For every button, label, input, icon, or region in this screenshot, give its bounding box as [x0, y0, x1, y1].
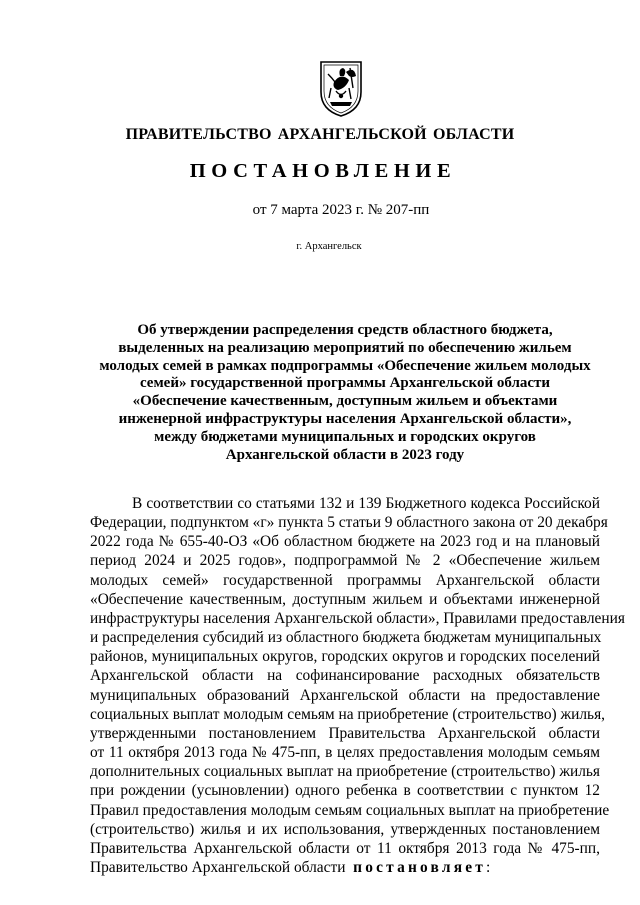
title-line: Архангельской области в 2023 году: [225, 446, 465, 463]
document-title: [90, 322, 600, 464]
body-line: социальных выплат молодым семьям на приобретение (строительство) жилья,: [90, 705, 605, 723]
body-line: период 2024 и 2025 годов», подпрограммой № 2 «Обеспечение жильем: [90, 552, 600, 570]
document-type: ПОСТАНОВЛЕНИЕ: [189, 160, 457, 182]
title-line: молодых семей в рамках подпрограммы «Обеспечение жильем молодых: [99, 357, 591, 374]
title-line: между бюджетами муниципальных и городских округов: [154, 428, 536, 445]
body-line: муниципальных образований Архангельской области на предоставление: [90, 686, 600, 704]
body-line: и распределения субсидий из областного бюджета бюджетам муниципальных: [90, 629, 602, 647]
body-line: дополнительных социальных выплат на приобретение (строительство) жилья: [90, 763, 600, 781]
body-line: при рождении (усыновлении) одного ребенка в соответствии с пунктом 12: [90, 782, 600, 800]
body-line: В соответствии со статьями 132 и 139 Бюджетного кодекса Российской: [132, 495, 600, 512]
body-line: (строительство) жилья и их использования, утвержденных постановлением: [90, 820, 600, 838]
coat-of-arms-emblem: [316, 58, 366, 118]
title-line: «Обеспечение качественным, доступным жильем и объектами: [132, 393, 558, 410]
body-last-line-suffix: :: [486, 858, 491, 876]
body-line: Федерации, подпунктом «г» пункта 5 статьи 9 областного закона от 20 декабря: [90, 514, 608, 532]
title-line: Об утверждении распределения средств областного бюджета,: [137, 322, 553, 338]
document-city: г. Архангельск: [296, 241, 362, 252]
body-last-line-prefix: Правительство Архангельской области: [90, 858, 346, 876]
body-line: молодых семей» государственной программы Архангельской области: [90, 571, 600, 589]
title-line: выделенных на реализацию мероприятий по обеспечению жильем: [118, 339, 572, 356]
body-line: Архангельской области на софинансирование расходных обязательств: [90, 667, 600, 685]
body-line: Правительства Архангельской области от 11 октября 2013 года № 475-пп,: [90, 839, 600, 857]
body-line: «Обеспечение качественным, доступным жильем и объектами инженерной: [90, 590, 600, 608]
resolves-word: постановляет: [353, 858, 487, 876]
body-line: Правил предоставления молодым семьям социальных выплат на приобретение: [90, 801, 610, 819]
title-line: семей» государственной программы Архангельской области: [139, 375, 551, 392]
organization-name: ПРАВИТЕЛЬСТВО АРХАНГЕЛЬСКОЙ ОБЛАСТИ: [125, 126, 515, 143]
body-line: утвержденными постановлением Правительства Архангельской области: [90, 724, 600, 742]
document-date-number: от 7 марта 2023 г. № 207-пп: [252, 202, 430, 218]
title-line: инженерной инфраструктуры населения Архангельской области»,: [118, 410, 572, 427]
body-line: инфраструктуры населения Архангельской области», Правилами предоставления: [90, 609, 625, 627]
preamble-paragraph: [90, 494, 625, 877]
body-last-line: [90, 858, 600, 877]
body-line: районов, муниципальных округов, городских округов и городских поселений: [90, 648, 600, 666]
body-line: 2022 года № 655-40-ОЗ «Об областном бюджете на 2023 год и на плановый: [90, 533, 600, 551]
body-line: от 11 октября 2013 года № 475-пп, в целях предоставления молодым семьям: [90, 744, 600, 762]
